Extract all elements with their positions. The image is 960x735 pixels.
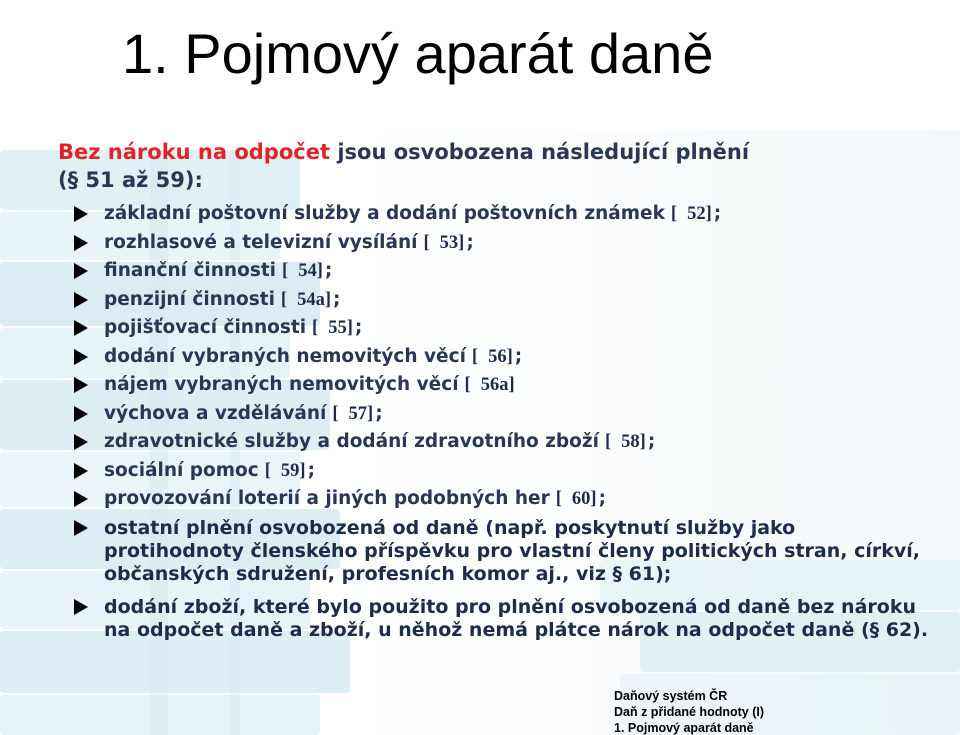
section-reference: [ 54a]	[280, 289, 332, 310]
list-item: rozhlasové a televizní vysílání [ 53] ;	[58, 229, 938, 258]
section-reference: [ 57]	[332, 403, 374, 424]
footer-line-topic: Daň z přidané hodnoty (I)	[614, 705, 764, 719]
section-reference: [ 59]	[264, 460, 306, 481]
list-item-text: rozhlasové a televizní vysílání	[104, 231, 418, 253]
list-item-text: ostatní plnění osvobozená od daně (např. poskytnutí služby jako protihodnoty členského příspěvku pro vlastní členy politických stran, církví, občanských sdružení, profesních komor aj., viz § 61);	[104, 516, 920, 585]
list-item: výchova a vzdělávání [ 57] ;	[58, 400, 938, 429]
triangle-bullet-icon	[74, 263, 88, 279]
triangle-bullet-icon	[74, 235, 88, 251]
intro-highlight: Bez nároku na odpočet	[58, 140, 330, 164]
triangle-bullet-icon	[74, 377, 88, 393]
page-title: 1. Pojmový aparát daně	[122, 22, 714, 85]
intro-section-range: (§ 51 až 59):	[58, 168, 203, 192]
list-item-text: základní poštovní služby a dodání poštovních známek	[104, 203, 665, 224]
list-item: sociální pomoc [ 59] ;	[58, 457, 938, 486]
list-item: dodání vybraných nemovitých věcí [ 56] ;	[58, 343, 938, 372]
list-item: provozování loterií a jiných podobných her [ 60] ;	[58, 485, 938, 514]
list-item-long	[58, 596, 938, 642]
intro-text: jsou osvobozena následující plnění	[337, 140, 750, 164]
section-reference: [ 54]	[282, 261, 323, 281]
list-item-text: provozování loterií a jiných podobných her	[104, 488, 550, 509]
section-reference: [ 56a]	[464, 375, 515, 395]
triangle-bullet-icon	[74, 349, 88, 365]
triangle-bullet-icon	[74, 206, 88, 222]
triangle-bullet-icon	[74, 491, 88, 507]
list-item-text: sociální pomoc	[104, 459, 259, 481]
content-area	[58, 138, 938, 642]
list-item: pojišťovací činnosti [ 55] ;	[58, 314, 938, 343]
list-item-text: dodání vybraných nemovitých věcí	[104, 345, 466, 367]
list-item: zdravotnické služby a dodání zdravotního zboží [ 58] ;	[58, 428, 938, 457]
triangle-bullet-icon	[74, 320, 88, 336]
section-reference: [ 53]	[423, 232, 465, 253]
section-reference: [ 55]	[312, 318, 353, 338]
list-item-long	[58, 517, 938, 586]
list-item-text: zdravotnické služby a dodání zdravotního zboží	[104, 431, 599, 452]
slide-footer	[614, 688, 764, 735]
intro-paragraph	[58, 138, 938, 194]
triangle-bullet-icon	[74, 599, 88, 615]
triangle-bullet-icon	[74, 406, 88, 422]
section-reference: [ 56]	[471, 346, 513, 367]
triangle-bullet-icon	[74, 463, 88, 479]
triangle-bullet-icon	[74, 434, 88, 450]
list-item-text: penzijní činnosti	[104, 288, 275, 310]
section-reference: [ 60]	[555, 489, 597, 509]
list-item-text: pojišťovací činnosti	[104, 317, 307, 338]
list-item-text: dodání zboží, které bylo použito pro plnění osvobozená od daně bez nároku na odpočet daně a zboží, u něhož nemá plátce nárok na odpočet daně (§ 62).	[104, 595, 929, 641]
list-item-text: nájem vybraných nemovitých věcí	[104, 374, 459, 395]
list-item-text: výchova a vzdělávání	[104, 402, 327, 424]
list-item: finanční činnosti [ 54] ;	[58, 257, 938, 286]
footer-line-chapter: 1. Pojmový aparát daně	[614, 721, 754, 735]
footer-line-course: Daňový systém ČR	[614, 689, 728, 703]
list-item: penzijní činnosti [ 54a] ;	[58, 286, 938, 315]
triangle-bullet-icon	[74, 292, 88, 308]
list-item: základní poštovní služby a dodání poštovních známek [ 52] ;	[58, 200, 938, 229]
section-reference: [ 52]	[670, 204, 712, 224]
list-item	[58, 371, 938, 400]
list-item-text: finanční činnosti	[104, 260, 277, 281]
triangle-bullet-icon	[74, 520, 88, 536]
section-reference: [ 58]	[604, 432, 646, 452]
